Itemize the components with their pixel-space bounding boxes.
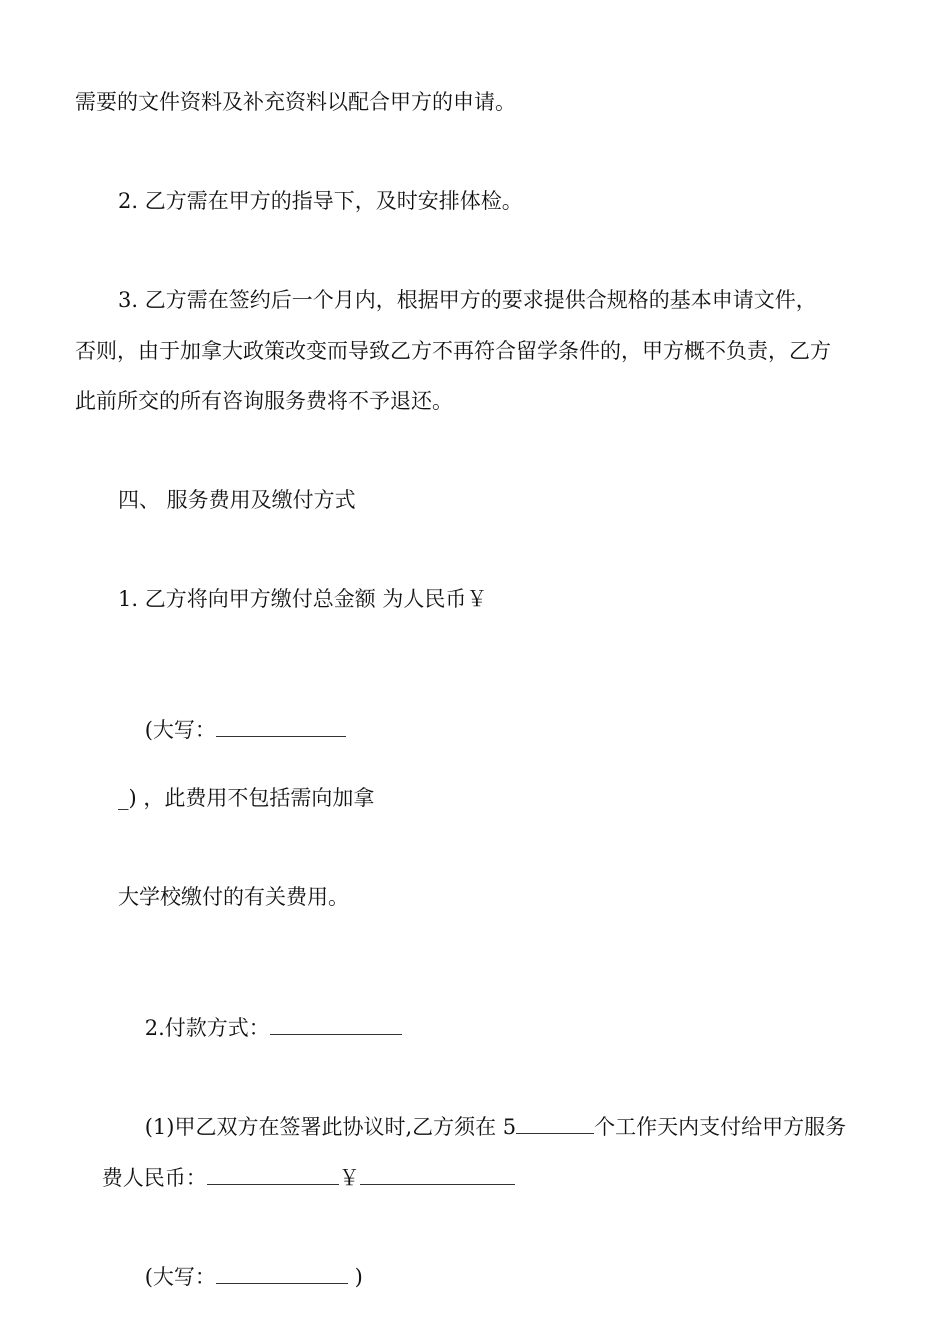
workdays-blank xyxy=(516,1111,594,1134)
clause-2-text: 2. 乙方需在甲方的指导下，及时安排体检。 xyxy=(118,189,523,213)
payment-sub-1-text-a: (1)甲乙双方在签署此协议时,乙方须在 5 xyxy=(144,1115,517,1139)
service-fee-blank-2 xyxy=(360,1162,515,1185)
fee-item-1-uppercase-amount xyxy=(118,684,346,742)
uppercase-label: (大写： xyxy=(144,718,216,742)
fee-item-1-line-3: _) ，此费用不包括需向加拿 xyxy=(118,786,375,810)
uppercase-amount-blank xyxy=(216,714,346,737)
payment-sub-1-line-2 xyxy=(75,1132,515,1190)
payment-method-blank xyxy=(270,1012,402,1035)
section-4-heading: 四、 服务费用及缴付方式 xyxy=(118,488,356,512)
paragraph-line: 需要的文件资料及补充资料以配合甲方的申请。 xyxy=(75,90,516,114)
uppercase-amount-blank-2 xyxy=(216,1261,348,1284)
clause-3-line-3: 此前所交的所有咨询服务费将不予退还。 xyxy=(75,389,453,413)
yen-symbol: ￥ xyxy=(338,1166,360,1190)
payment-sub-1-text-b: 个工作天内支付给甲方服务 xyxy=(594,1115,847,1139)
clause-3-line-1: 3. 乙方需在签约后一个月内，根据甲方的要求提供合规格的基本申请文件， xyxy=(118,288,817,312)
payment-sub-1-line-1 xyxy=(118,1081,847,1139)
payment-sub-1-uppercase-amount xyxy=(118,1231,363,1289)
service-fee-label: 费人民币： xyxy=(101,1166,207,1190)
clause-3-line-2: 否则，由于加拿大政策改变而导致乙方不再符合留学条件的，甲方概不负责，乙方 xyxy=(75,339,831,363)
fee-item-1-line-4: 大学校缴付的有关费用。 xyxy=(118,885,349,909)
payment-method-label: 2.付款方式： xyxy=(144,1016,270,1040)
payment-method-line xyxy=(118,982,402,1040)
fee-item-1-line-1: 1. 乙方将向甲方缴付总金额 为人民币￥ xyxy=(118,587,488,611)
closing-paren: ) xyxy=(354,1265,363,1289)
uppercase-label-2: (大写： xyxy=(144,1265,216,1289)
service-fee-blank-1 xyxy=(207,1162,339,1185)
